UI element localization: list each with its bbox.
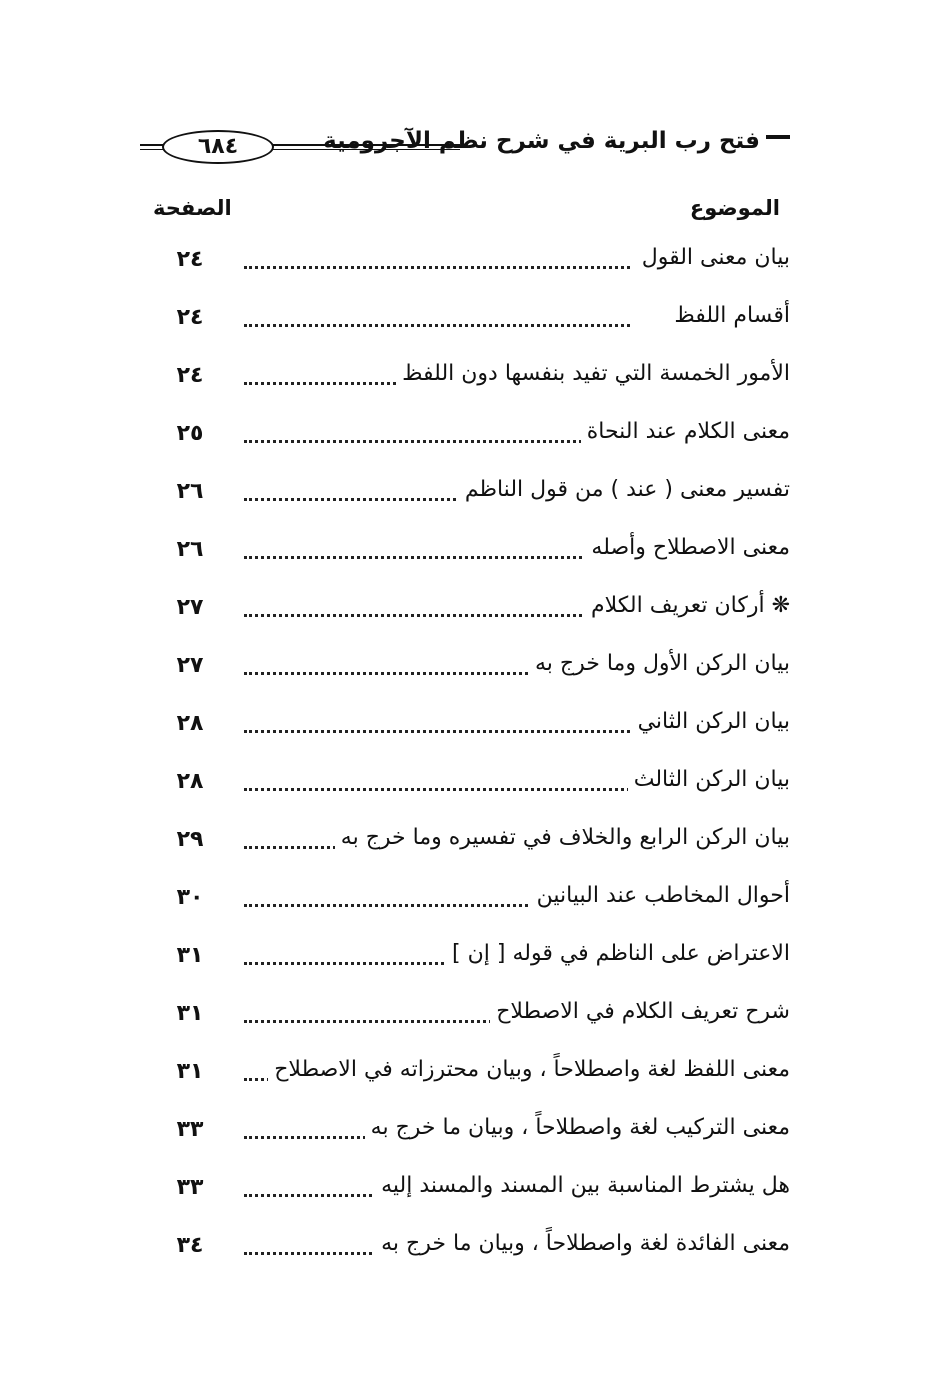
dot-leader bbox=[244, 788, 630, 791]
entry-title: شرح تعريف الكلام في الاصطلاح bbox=[490, 996, 790, 1028]
header-double-dash bbox=[766, 135, 790, 139]
entry-page: ٣٤ bbox=[176, 1233, 204, 1258]
page-number: ٦٨٤ bbox=[162, 130, 274, 164]
entry-title: معنى الكلام عند النحاة bbox=[581, 416, 790, 448]
entry-page: ٢٨ bbox=[176, 711, 204, 736]
toc-entry bbox=[150, 760, 790, 818]
entry-title: بيان الركن الأول وما خرج به bbox=[529, 648, 790, 680]
entry-title: بيان الركن الثالث bbox=[628, 764, 790, 796]
dot-leader bbox=[244, 440, 630, 443]
entry-page: ٣٣ bbox=[176, 1175, 204, 1200]
entry-page: ٢٤ bbox=[176, 305, 204, 330]
entry-page: ٢٧ bbox=[176, 595, 204, 620]
dot-leader bbox=[244, 556, 630, 559]
toc-entry bbox=[150, 1108, 790, 1166]
entry-page: ٣٣ bbox=[176, 1117, 204, 1142]
entry-title: بيان معنى القول bbox=[636, 242, 790, 274]
entry-page: ٣٠ bbox=[176, 885, 204, 910]
entry-title: هل يشترط المناسبة بين المسند والمسند إليه bbox=[375, 1170, 790, 1202]
entry-title: معنى التركيب لغة واصطلاحاً ، وبيان ما خرج به bbox=[365, 1112, 790, 1144]
entry-page: ٢٤ bbox=[176, 363, 204, 388]
running-header bbox=[140, 122, 790, 166]
toc-entry bbox=[150, 354, 790, 412]
entry-page: ٣١ bbox=[176, 943, 204, 968]
entry-page: ٢٧ bbox=[176, 653, 204, 678]
toc-entry bbox=[150, 1166, 790, 1224]
entry-title: معنى الفائدة لغة واصطلاحاً ، وبيان ما خرج به bbox=[375, 1228, 790, 1260]
toc-entry bbox=[150, 470, 790, 528]
toc-entry bbox=[150, 876, 790, 934]
entry-page: ٢٨ bbox=[176, 769, 204, 794]
dot-leader bbox=[244, 324, 630, 327]
header-rule bbox=[270, 144, 460, 150]
table-of-contents bbox=[150, 238, 790, 1282]
toc-entry bbox=[150, 818, 790, 876]
entry-page: ٢٤ bbox=[176, 247, 204, 272]
entry-title: الاعتراض على الناظم في قوله [ إن ] bbox=[446, 938, 790, 970]
entry-title: بيان الركن الثاني bbox=[632, 706, 790, 738]
entry-title: ❋ أركان تعريف الكلام bbox=[585, 590, 790, 622]
entry-page: ٢٦ bbox=[176, 537, 204, 562]
book-title: فتح رب البرية في شرح نظم الآجرومية bbox=[323, 128, 760, 154]
toc-entry bbox=[150, 412, 790, 470]
entry-page: ٢٩ bbox=[176, 827, 204, 852]
toc-entry bbox=[150, 238, 790, 296]
entry-page: ٣١ bbox=[176, 1001, 204, 1026]
entry-title: معنى الاصطلاح وأصله bbox=[585, 532, 790, 564]
entry-title: معنى اللفظ لغة واصطلاحاً ، وبيان محترزاته في الاصطلاح bbox=[268, 1054, 790, 1086]
dot-leader bbox=[244, 614, 630, 617]
toc-entry bbox=[150, 528, 790, 586]
entry-page: ٢٥ bbox=[176, 421, 204, 446]
dot-leader bbox=[244, 266, 630, 269]
toc-entry bbox=[150, 992, 790, 1050]
entry-title: الأمور الخمسة التي تفيد بنفسها دون اللفظ bbox=[396, 358, 790, 390]
toc-entry bbox=[150, 1224, 790, 1282]
toc-entry bbox=[150, 702, 790, 760]
entry-title: تفسير معنى ( عند ) من قول الناظم bbox=[459, 474, 790, 506]
entry-title: أقسام اللفظ bbox=[668, 300, 790, 332]
toc-entry bbox=[150, 586, 790, 644]
toc-entry bbox=[150, 644, 790, 702]
toc-entry bbox=[150, 296, 790, 354]
entry-page: ٢٦ bbox=[176, 479, 204, 504]
toc-entry bbox=[150, 934, 790, 992]
page-column-heading: الصفحة bbox=[153, 196, 232, 220]
topic-column-heading: الموضوع bbox=[689, 196, 780, 220]
toc-entry bbox=[150, 1050, 790, 1108]
entry-title: أحوال المخاطب عند البيانين bbox=[531, 880, 790, 912]
dot-leader bbox=[244, 730, 630, 733]
entry-title: بيان الركن الرابع والخلاف في تفسيره وما خرج به bbox=[335, 822, 790, 854]
entry-page: ٣١ bbox=[176, 1059, 204, 1084]
